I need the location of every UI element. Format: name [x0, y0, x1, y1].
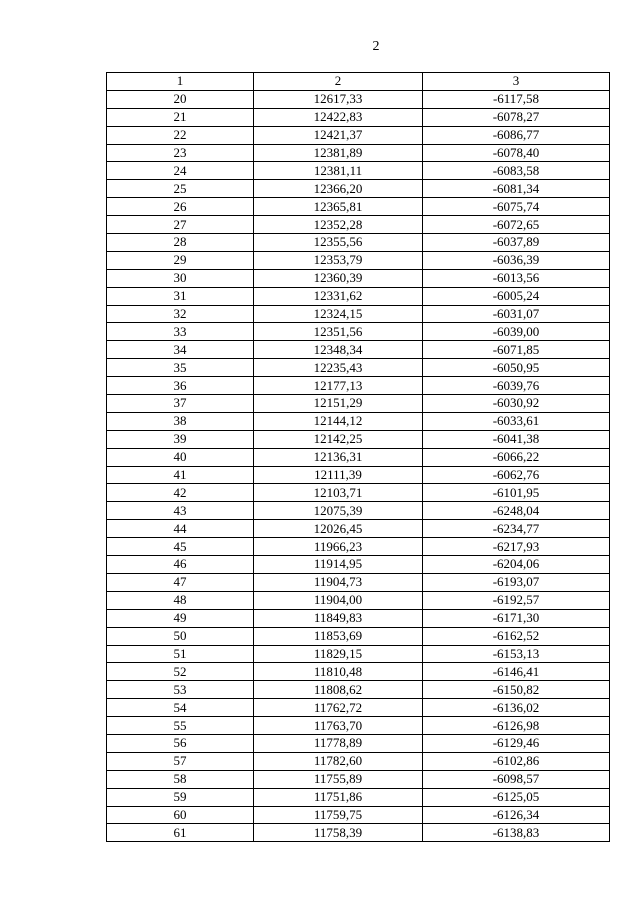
table-row — [107, 251, 610, 269]
y-coordinate-cell: -6039,00 — [423, 323, 610, 341]
table-row — [107, 609, 610, 627]
header-row — [107, 73, 610, 91]
coordinates-table — [106, 72, 610, 842]
y-coordinate-cell: -6125,05 — [423, 788, 610, 806]
table-row — [107, 412, 610, 430]
point-number-cell: 22 — [107, 126, 254, 144]
point-number-cell: 26 — [107, 198, 254, 216]
table-row — [107, 502, 610, 520]
point-number-cell: 36 — [107, 377, 254, 395]
y-coordinate-cell: -6081,34 — [423, 180, 610, 198]
y-coordinate-cell: -6248,04 — [423, 502, 610, 520]
table-row — [107, 681, 610, 699]
point-number-cell: 30 — [107, 269, 254, 287]
point-number-cell: 51 — [107, 645, 254, 663]
y-coordinate-cell: -6041,38 — [423, 430, 610, 448]
x-coordinate-cell: 11853,69 — [254, 627, 423, 645]
x-coordinate-cell: 11763,70 — [254, 717, 423, 735]
point-number-cell: 58 — [107, 770, 254, 788]
y-coordinate-cell: -6078,27 — [423, 108, 610, 126]
point-number-cell: 24 — [107, 162, 254, 180]
point-number-cell: 39 — [107, 430, 254, 448]
y-coordinate-cell: -6062,76 — [423, 466, 610, 484]
point-number-cell: 33 — [107, 323, 254, 341]
x-coordinate-cell: 12026,45 — [254, 520, 423, 538]
table-header — [107, 73, 610, 91]
point-number-cell: 23 — [107, 144, 254, 162]
x-coordinate-cell: 11782,60 — [254, 752, 423, 770]
x-coordinate-cell: 12103,71 — [254, 484, 423, 502]
table-row — [107, 234, 610, 252]
x-coordinate-cell: 12142,25 — [254, 430, 423, 448]
y-coordinate-cell: -6083,58 — [423, 162, 610, 180]
y-coordinate-cell: -6036,39 — [423, 251, 610, 269]
table-row — [107, 788, 610, 806]
point-number-cell: 28 — [107, 234, 254, 252]
x-coordinate-cell: 12144,12 — [254, 412, 423, 430]
table-row — [107, 430, 610, 448]
table-row — [107, 216, 610, 234]
x-coordinate-cell: 12324,15 — [254, 305, 423, 323]
y-coordinate-cell: -6153,13 — [423, 645, 610, 663]
x-coordinate-cell: 11762,72 — [254, 699, 423, 717]
point-number-cell: 56 — [107, 734, 254, 752]
y-coordinate-cell: -6072,65 — [423, 216, 610, 234]
y-coordinate-cell: -6066,22 — [423, 448, 610, 466]
y-coordinate-cell: -6037,89 — [423, 234, 610, 252]
y-coordinate-cell: -6171,30 — [423, 609, 610, 627]
x-coordinate-cell: 12360,39 — [254, 269, 423, 287]
x-coordinate-cell: 12177,13 — [254, 377, 423, 395]
y-coordinate-cell: -6078,40 — [423, 144, 610, 162]
point-number-cell: 47 — [107, 573, 254, 591]
table-row — [107, 126, 610, 144]
x-coordinate-cell: 12348,34 — [254, 341, 423, 359]
table-row — [107, 448, 610, 466]
y-coordinate-cell: -6102,86 — [423, 752, 610, 770]
x-coordinate-cell: 11829,15 — [254, 645, 423, 663]
x-coordinate-cell: 12381,89 — [254, 144, 423, 162]
table-row — [107, 824, 610, 842]
x-coordinate-cell: 11904,00 — [254, 591, 423, 609]
x-coordinate-cell: 11778,89 — [254, 734, 423, 752]
table-row — [107, 556, 610, 574]
x-coordinate-cell: 12331,62 — [254, 287, 423, 305]
table-row — [107, 484, 610, 502]
table-row — [107, 341, 610, 359]
point-number-cell: 60 — [107, 806, 254, 824]
table-row — [107, 466, 610, 484]
table-row — [107, 108, 610, 126]
point-number-cell: 27 — [107, 216, 254, 234]
x-coordinate-cell: 12365,81 — [254, 198, 423, 216]
header-col-2: 2 — [254, 73, 423, 91]
point-number-cell: 37 — [107, 395, 254, 413]
x-coordinate-cell: 12422,83 — [254, 108, 423, 126]
header-col-1: 1 — [107, 73, 254, 91]
y-coordinate-cell: -6098,57 — [423, 770, 610, 788]
y-coordinate-cell: -6150,82 — [423, 681, 610, 699]
y-coordinate-cell: -6234,77 — [423, 520, 610, 538]
x-coordinate-cell: 12111,39 — [254, 466, 423, 484]
table-row — [107, 180, 610, 198]
table-row — [107, 90, 610, 108]
y-coordinate-cell: -6126,34 — [423, 806, 610, 824]
point-number-cell: 32 — [107, 305, 254, 323]
x-coordinate-cell: 12151,29 — [254, 395, 423, 413]
x-coordinate-cell: 12351,56 — [254, 323, 423, 341]
x-coordinate-cell: 12421,37 — [254, 126, 423, 144]
point-number-cell: 41 — [107, 466, 254, 484]
x-coordinate-cell: 12075,39 — [254, 502, 423, 520]
y-coordinate-cell: -6204,06 — [423, 556, 610, 574]
y-coordinate-cell: -6162,52 — [423, 627, 610, 645]
y-coordinate-cell: -6129,46 — [423, 734, 610, 752]
y-coordinate-cell: -6192,57 — [423, 591, 610, 609]
point-number-cell: 54 — [107, 699, 254, 717]
y-coordinate-cell: -6075,74 — [423, 198, 610, 216]
y-coordinate-cell: -6050,95 — [423, 359, 610, 377]
x-coordinate-cell: 11810,48 — [254, 663, 423, 681]
table-row — [107, 520, 610, 538]
y-coordinate-cell: -6005,24 — [423, 287, 610, 305]
x-coordinate-cell: 12366,20 — [254, 180, 423, 198]
table-row — [107, 305, 610, 323]
y-coordinate-cell: -6146,41 — [423, 663, 610, 681]
point-number-cell: 35 — [107, 359, 254, 377]
point-number-cell: 38 — [107, 412, 254, 430]
point-number-cell: 46 — [107, 556, 254, 574]
point-number-cell: 55 — [107, 717, 254, 735]
table-row — [107, 359, 610, 377]
point-number-cell: 20 — [107, 90, 254, 108]
x-coordinate-cell: 12352,28 — [254, 216, 423, 234]
point-number-cell: 49 — [107, 609, 254, 627]
x-coordinate-cell: 11751,86 — [254, 788, 423, 806]
page-number: 2 — [372, 39, 380, 54]
x-coordinate-cell: 11904,73 — [254, 573, 423, 591]
table-row — [107, 734, 610, 752]
point-number-cell: 52 — [107, 663, 254, 681]
table-row — [107, 269, 610, 287]
table-row — [107, 377, 610, 395]
y-coordinate-cell: -6193,07 — [423, 573, 610, 591]
point-number-cell: 53 — [107, 681, 254, 699]
y-coordinate-cell: -6086,77 — [423, 126, 610, 144]
table-row — [107, 287, 610, 305]
point-number-cell: 50 — [107, 627, 254, 645]
point-number-cell: 34 — [107, 341, 254, 359]
table-row — [107, 395, 610, 413]
x-coordinate-cell: 12235,43 — [254, 359, 423, 377]
table-body — [107, 90, 610, 841]
table-row — [107, 645, 610, 663]
x-coordinate-cell: 12353,79 — [254, 251, 423, 269]
x-coordinate-cell: 11755,89 — [254, 770, 423, 788]
y-coordinate-cell: -6039,76 — [423, 377, 610, 395]
point-number-cell: 43 — [107, 502, 254, 520]
x-coordinate-cell: 12136,31 — [254, 448, 423, 466]
y-coordinate-cell: -6126,98 — [423, 717, 610, 735]
header-col-3: 3 — [423, 73, 610, 91]
y-coordinate-cell: -6101,95 — [423, 484, 610, 502]
table-row — [107, 752, 610, 770]
point-number-cell: 44 — [107, 520, 254, 538]
table-row — [107, 538, 610, 556]
x-coordinate-cell: 11914,95 — [254, 556, 423, 574]
table-row — [107, 770, 610, 788]
x-coordinate-cell: 11966,23 — [254, 538, 423, 556]
table-row — [107, 323, 610, 341]
point-number-cell: 25 — [107, 180, 254, 198]
y-coordinate-cell: -6217,93 — [423, 538, 610, 556]
point-number-cell: 42 — [107, 484, 254, 502]
table-row — [107, 198, 610, 216]
point-number-cell: 40 — [107, 448, 254, 466]
x-coordinate-cell: 12381,11 — [254, 162, 423, 180]
y-coordinate-cell: -6136,02 — [423, 699, 610, 717]
point-number-cell: 59 — [107, 788, 254, 806]
point-number-cell: 57 — [107, 752, 254, 770]
y-coordinate-cell: -6033,61 — [423, 412, 610, 430]
table-row — [107, 591, 610, 609]
table-row — [107, 806, 610, 824]
y-coordinate-cell: -6117,58 — [423, 90, 610, 108]
x-coordinate-cell: 11759,75 — [254, 806, 423, 824]
point-number-cell: 45 — [107, 538, 254, 556]
table-row — [107, 699, 610, 717]
table-row — [107, 717, 610, 735]
x-coordinate-cell: 11808,62 — [254, 681, 423, 699]
table-row — [107, 627, 610, 645]
point-number-cell: 21 — [107, 108, 254, 126]
x-coordinate-cell: 11849,83 — [254, 609, 423, 627]
y-coordinate-cell: -6030,92 — [423, 395, 610, 413]
table-row — [107, 573, 610, 591]
y-coordinate-cell: -6071,85 — [423, 341, 610, 359]
y-coordinate-cell: -6013,56 — [423, 269, 610, 287]
table-row — [107, 144, 610, 162]
point-number-cell: 31 — [107, 287, 254, 305]
y-coordinate-cell: -6138,83 — [423, 824, 610, 842]
x-coordinate-cell: 12617,33 — [254, 90, 423, 108]
point-number-cell: 29 — [107, 251, 254, 269]
x-coordinate-cell: 11758,39 — [254, 824, 423, 842]
y-coordinate-cell: -6031,07 — [423, 305, 610, 323]
table-row — [107, 162, 610, 180]
table-row — [107, 663, 610, 681]
point-number-cell: 48 — [107, 591, 254, 609]
x-coordinate-cell: 12355,56 — [254, 234, 423, 252]
point-number-cell: 61 — [107, 824, 254, 842]
